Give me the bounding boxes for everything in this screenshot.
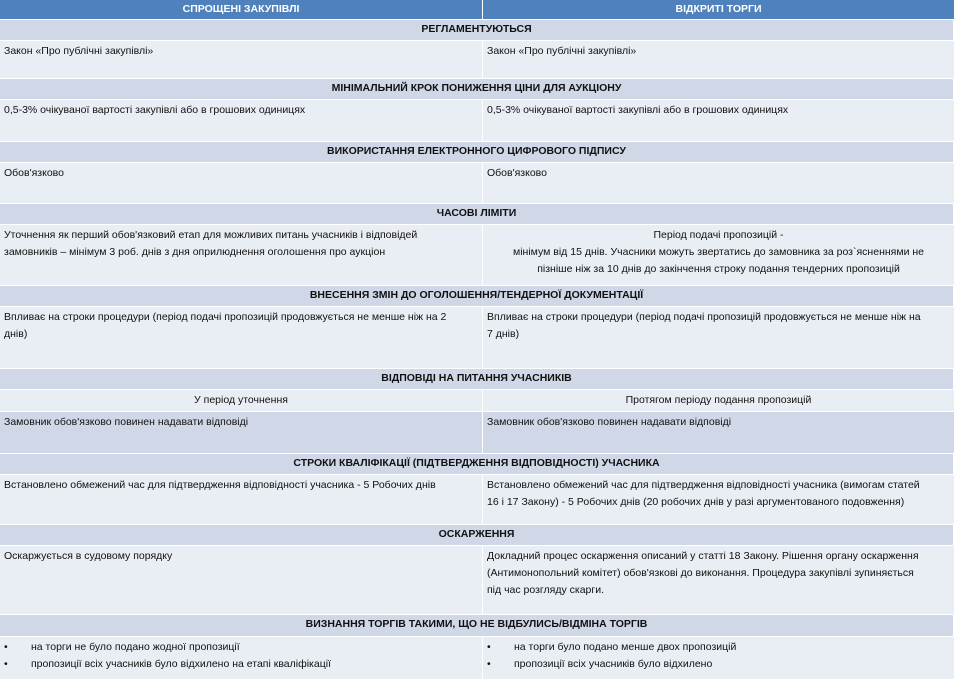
regulation-left: Закон «Про публічні закупівлі» <box>0 41 483 79</box>
appeal-right <box>483 546 954 615</box>
section-title-regulation: РЕГЛАМЕНТУЮТЬСЯ <box>0 20 954 41</box>
step-right: 0,5-3% очікуваної вартості закупівлі або в грошових одиницях <box>483 100 954 142</box>
section-title-row <box>0 454 954 475</box>
section-title-row <box>0 142 954 163</box>
table-row <box>0 412 954 454</box>
section-title-qualification: СТРОКИ КВАЛІФІКАЦІЇ (ПІДТВЕРДЖЕННЯ ВІДПОВІДНОСТІ) УЧАСНИКА <box>0 454 954 475</box>
list-item <box>487 656 950 673</box>
table-row <box>0 390 954 412</box>
signature-right: Обов'язково <box>483 163 954 204</box>
section-title-appeal: ОСКАРЖЕННЯ <box>0 525 954 546</box>
failed-right-item-1: на торги було подано менше двох пропозицій <box>514 641 737 653</box>
section-title-signature: ВИКОРИСТАННЯ ЕЛЕКТРОННОГО ЦИФРОВОГО ПІДПИСУ <box>0 142 954 163</box>
changes-left-line-1: Впливає на строки процедури (період подачі пропозицій продовжується не менше ніж на 2 <box>4 311 447 323</box>
section-title-row <box>0 79 954 100</box>
table-row <box>0 163 954 204</box>
bullet-icon: • <box>4 658 8 670</box>
qualification-right <box>483 475 954 525</box>
table-row <box>0 100 954 142</box>
section-title-row <box>0 204 954 225</box>
section-title-changes: ВНЕСЕННЯ ЗМІН ДО ОГОЛОШЕННЯ/ТЕНДЕРНОЇ ДОКУМЕНТАЦІЇ <box>0 286 954 307</box>
failed-left-item-2: пропозиції всіх учасників було відхилено на етапі кваліфікації <box>31 658 331 670</box>
list-item <box>487 639 950 656</box>
failed-right-item-2: пропозиції всіх учасників було відхилено <box>514 658 713 670</box>
section-title-answers: ВІДПОВІДІ НА ПИТАННЯ УЧАСНИКІВ <box>0 369 954 390</box>
answers-right: Замовник обов'язково повинен надавати відповіді <box>483 412 954 454</box>
time-right-line-3: пізніше ніж за 10 днів до закінчення строку подання тендерних пропозицій <box>537 263 900 275</box>
bullet-icon: • <box>487 658 491 670</box>
changes-left <box>0 307 483 369</box>
section-title-row <box>0 369 954 390</box>
section-title-row <box>0 20 954 41</box>
table-row <box>0 225 954 286</box>
failed-right <box>483 637 954 680</box>
table-row <box>0 546 954 615</box>
table-header <box>0 0 954 20</box>
regulation-right: Закон «Про публічні закупівлі» <box>483 41 954 79</box>
answers-right-subtitle: Протягом періоду подання пропозицій <box>483 390 954 412</box>
bullet-icon: • <box>487 641 491 653</box>
answers-left: Замовник обов'язково повинен надавати відповіді <box>0 412 483 454</box>
list-item <box>4 656 478 673</box>
table-row <box>0 307 954 369</box>
appeal-left: Оскаржується в судовому порядку <box>0 546 483 615</box>
time-right <box>483 225 954 286</box>
header-left: СПРОЩЕНІ ЗАКУПІВЛІ <box>0 0 483 20</box>
step-left: 0,5-3% очікуваної вартості закупівлі або в грошових одиницях <box>0 100 483 142</box>
table-row <box>0 475 954 525</box>
bullet-icon: • <box>4 641 8 653</box>
failed-left <box>0 637 483 680</box>
list-item <box>4 639 478 656</box>
qualification-right-line-1: Встановлено обмежений час для підтвердження відповідності учасника (вимогам статей <box>487 479 920 491</box>
time-right-line-1: Період подачі пропозицій - <box>653 229 784 241</box>
qualification-right-line-2: 16 і 17 Закону) - 5 Робочих днів (20 робочих днів у разі аргументованого подовження) <box>487 496 905 508</box>
appeal-right-line-3: під час розгляду скарги. <box>487 584 604 596</box>
failed-left-item-1: на торги не було подано жодної пропозиції <box>31 641 240 653</box>
section-title-row <box>0 286 954 307</box>
qualification-left: Встановлено обмежений час для підтвердження відповідності учасника - 5 Робочих днів <box>0 475 483 525</box>
appeal-right-line-1: Докладний процес оскарження описаний у статті 18 Закону. Рішення органу оскарження <box>487 550 919 562</box>
signature-left: Обов'язково <box>0 163 483 204</box>
section-title-row <box>0 525 954 546</box>
section-title-step: МІНІМАЛЬНИЙ КРОК ПОНИЖЕННЯ ЦІНИ ДЛЯ АУКЦІОНУ <box>0 79 954 100</box>
changes-right-line-2: 7 днів) <box>487 328 520 340</box>
changes-left-line-2: днів) <box>4 328 28 340</box>
changes-right <box>483 307 954 369</box>
table-row <box>0 637 954 680</box>
time-left-line-2: замовників – мінімум 3 роб. днів з дня оприлюднення оголошення про аукціон <box>4 246 386 258</box>
section-title-row <box>0 615 954 637</box>
changes-right-line-1: Впливає на строки процедури (період подачі пропозицій продовжується не менше ніж на <box>487 311 921 323</box>
appeal-right-line-2: (Антимонопольний комітет) обов'язкові до виконання. Процедура закупівлі зупиняється <box>487 567 914 579</box>
time-right-line-2: мінімум від 15 днів. Учасники можуть звертатись до замовника за роз`ясненнями не <box>512 246 924 258</box>
header-right: ВІДКРИТІ ТОРГИ <box>483 0 954 20</box>
table-row <box>0 41 954 79</box>
section-title-time: ЧАСОВІ ЛІМІТИ <box>0 204 954 225</box>
answers-left-subtitle: У період уточнення <box>0 390 483 412</box>
time-left <box>0 225 483 286</box>
time-left-line-1: Уточнення як перший обов'язковий етап для можливих питань учасників і відповідей <box>4 229 418 241</box>
section-title-failed: ВИЗНАННЯ ТОРГІВ ТАКИМИ, ЩО НЕ ВІДБУЛИСЬ/ВІДМІНА ТОРГІВ <box>0 615 954 637</box>
